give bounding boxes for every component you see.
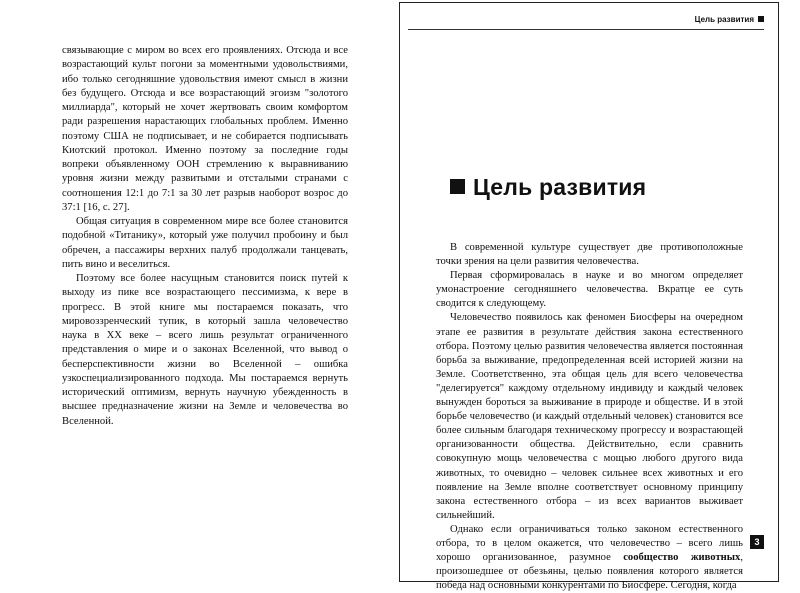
right-paragraph-4-end: , произошедшее от обезьяны, целью появления которого является победа над основными конкурентами по Биосфере. Сегодня, когда (436, 552, 743, 592)
chapter-title-text: Цель развития (473, 174, 647, 200)
right-paragraph-3: Человечество появилось как феномен Биосферы на очередном этапе ее развития в результате действия закона естественного отбора. Поэтому целью развития человечества является постоянная борьба за выживание, предопределенная всей историей жизни на Земле. Соответственно, эта общая цель для всего человечества "делегируется" каждому отдельному индивиду и каждый человек вынужден бороться за выживание в природе и обществе. И в этой борьбе человечество (и каждый отдельный человек) становится все более сильным благодаря техническому прогрессу и возрастающей организованности общества. Действительно, если сравнить совокупную мощь человечества с мощью любого другого вида животных, то очевидно – человек сильнее всех животных и его появление на Земле вполне соответствует основному принципу закона естественного отбора – из всех вариантов выживает сильнейший. (436, 312, 743, 521)
right-paragraph-4-start: Однако если ограничиваться только законом естественного отбора, то в целом окажется, что человечество – всего лишь хорошо организованное, разумное (436, 523, 743, 564)
running-head-title: Цель развития (694, 15, 754, 24)
right-page (399, 2, 779, 592)
left-paragraph-2: Общая ситуация в современном мире все более становится подобной «Титанику», который уже получил пробоину и был обречен, а пассажиры верхних палуб продолжали танцевать, пить вино и веселиться. (62, 216, 348, 270)
chapter-square-icon (450, 179, 465, 194)
left-paragraph-1: связывающие с миром во всех его проявлениях. Отсюда и все возрастающий культ погони за моментными удовольствиями, ибо только сегодняшние удовольствия имеют смысл в жизни без будущего. Отсюда и все возрастающий эгоизм "золотого миллиарда", который не хочет жертвовать своим комфортом ради разрешения нарастающих глобальных проблем. Именно поэтому США не подписывает, и не собирается подписывать Киотский протокол. Именно поэтому за последние годы вопреки объявленному ООН стремлению к выравниванию уровня жизни между развитыми и отсталыми странами с соотношения 12:1 до 7:1 за 30 лет разрыв наоборот возрос до 37:1 [16, с. 27]. (62, 45, 348, 213)
right-paragraph-4-emphasis: сообщество животных (623, 552, 741, 564)
running-head-square-icon (758, 16, 764, 22)
right-page-body (436, 241, 743, 593)
left-page (0, 0, 393, 592)
right-paragraph-2: Первая сформировалась в науке и во многом определяет умонастроение сегодняшнего человечества. Вкратце ее суть сводится к следующему. (436, 270, 743, 310)
right-paragraph-1: В современной культуре существует две противоположные точки зрения на цели развития человечества. (436, 242, 743, 268)
left-page-body (62, 44, 348, 429)
right-paragraph-4 (436, 523, 743, 593)
running-head (408, 15, 764, 30)
page-number: 3 (750, 535, 764, 549)
left-paragraph-3: Поэтому все более насущным становится поиск путей к выходу из пике все возрастающего пессимизма, к вере в прогресс. В этой книге мы постараемся показать, что мировоззренческий тупик, в который зашла человечество наука в XX веке – всего лишь результат ограниченного представления о мире и о законах Вселенной, что вывод о бесперспективности жизни во Вселенной – ошибка узкоспециализированного подхода. Мы постараемся вернуть исторический оптимизм, вернуть научную убежденность в высшее предназначение жизни на Земле и человечества во Вселенной. (62, 273, 348, 427)
chapter-title (450, 174, 750, 201)
